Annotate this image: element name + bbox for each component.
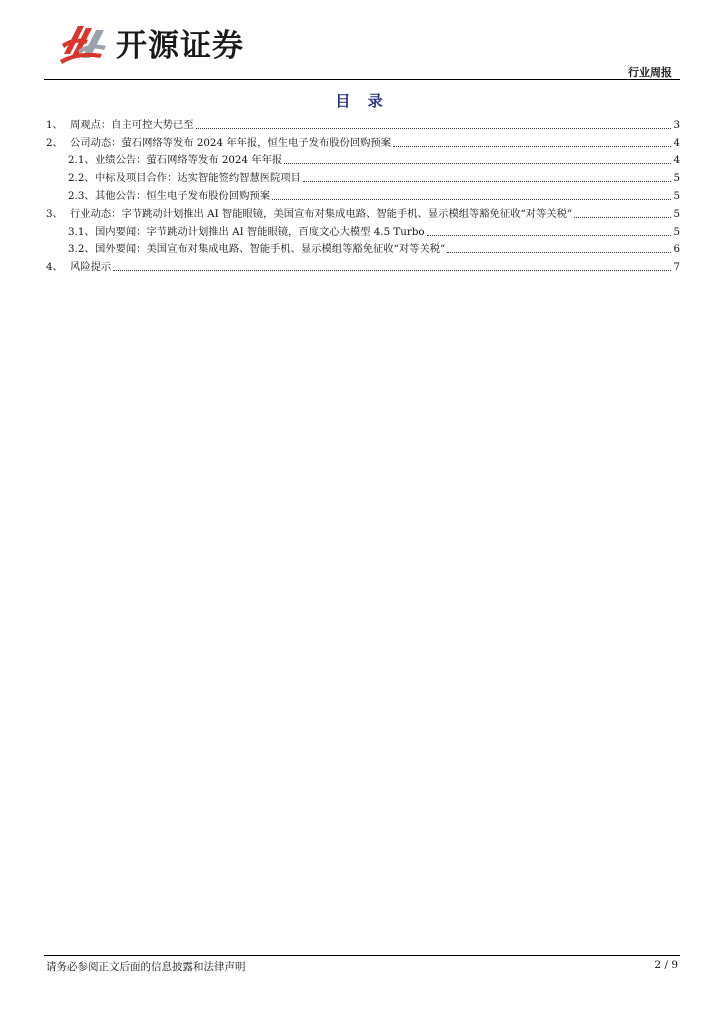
toc-entry-title: 行业动态：字节跳动计划推出 AI 智能眼镜，美国宣布对集成电路、智能手机、显示模组等豁免征收“对等关税”: [70, 207, 573, 220]
toc-dot-leader: [284, 162, 671, 164]
toc-entry-title: 其他公告：恒生电子发布股份回购预案: [95, 189, 271, 202]
toc-entry-page: 3: [673, 118, 680, 131]
toc-entry-page: 4: [673, 154, 680, 167]
company-logo: [58, 20, 244, 64]
toc-entry[interactable]: [46, 166, 680, 184]
toc-title: 目 录: [335, 92, 389, 110]
toc-dot-leader: [196, 127, 672, 129]
toc-entry-title: 国外要闻：美国宣布对集成电路、智能手机、显示模组等豁免征收“对等关税”: [95, 243, 446, 256]
toc-entry-number: 1、: [46, 118, 63, 131]
toc-dot-leader: [447, 251, 671, 253]
toc-entry-page: 4: [673, 136, 680, 149]
toc-dot-leader: [303, 180, 672, 182]
toc-entry-title: 周观点：自主可控大势已至: [70, 118, 194, 131]
toc-entry[interactable]: [46, 220, 680, 238]
toc-entry-page: 5: [673, 207, 680, 220]
toc-entry-title: 公司动态：萤石网络等发布 2024 年年报，恒生电子发布股份回购预案: [70, 136, 392, 149]
toc-entry-number: 3.2、: [68, 243, 95, 256]
toc-entry-page: 5: [673, 225, 680, 238]
toc-dot-leader: [393, 145, 671, 147]
toc-entry-page: 5: [673, 189, 680, 202]
toc-entry[interactable]: [46, 238, 680, 256]
toc-entry[interactable]: [46, 202, 680, 220]
toc-entry-title: 中标及项目合作：达实智能签约智慧医院项目: [95, 172, 301, 185]
toc-entry-title: 风险提示: [70, 261, 112, 274]
toc-entry-page: 7: [673, 261, 680, 274]
toc-entry-title: 业绩公告：萤石网络等发布 2024 年年报: [95, 154, 283, 167]
toc-dot-leader: [113, 269, 671, 271]
toc-entry-number: 4、: [46, 261, 63, 274]
toc-entry[interactable]: [46, 149, 680, 167]
toc-entry[interactable]: [46, 113, 680, 131]
brand-mark-icon: [58, 20, 110, 64]
toc-entry-number: 3、: [46, 207, 63, 220]
toc-entry-title: 国内要闻：字节跳动计划推出 AI 智能眼镜，百度文心大模型 4.5 Turbo: [95, 225, 425, 238]
footer-divider: [44, 955, 680, 956]
document-type-label: 行业周报: [628, 66, 672, 79]
toc-entry-number: 2.2、: [68, 172, 95, 185]
header-divider: [44, 79, 680, 80]
toc-entry-number: 2.3、: [68, 189, 95, 202]
toc-entry[interactable]: [46, 184, 680, 202]
disclaimer-note: 请务必参阅正文后面的信息披露和法律声明: [46, 961, 246, 973]
toc-entry-number: 3.1、: [68, 225, 95, 238]
table-of-contents: [46, 113, 680, 273]
page-number: 2 / 9: [654, 959, 678, 971]
toc-dot-leader: [427, 234, 672, 236]
toc-entry-number: 2.1、: [68, 154, 95, 167]
toc-entry-page: 6: [673, 243, 680, 256]
brand-name: 开源证券: [116, 27, 244, 64]
toc-dot-leader: [574, 216, 671, 218]
toc-dot-leader: [272, 198, 671, 200]
toc-entry-number: 2、: [46, 136, 63, 149]
toc-entry-page: 5: [673, 172, 680, 185]
toc-entry[interactable]: [46, 255, 680, 273]
toc-entry[interactable]: [46, 131, 680, 149]
